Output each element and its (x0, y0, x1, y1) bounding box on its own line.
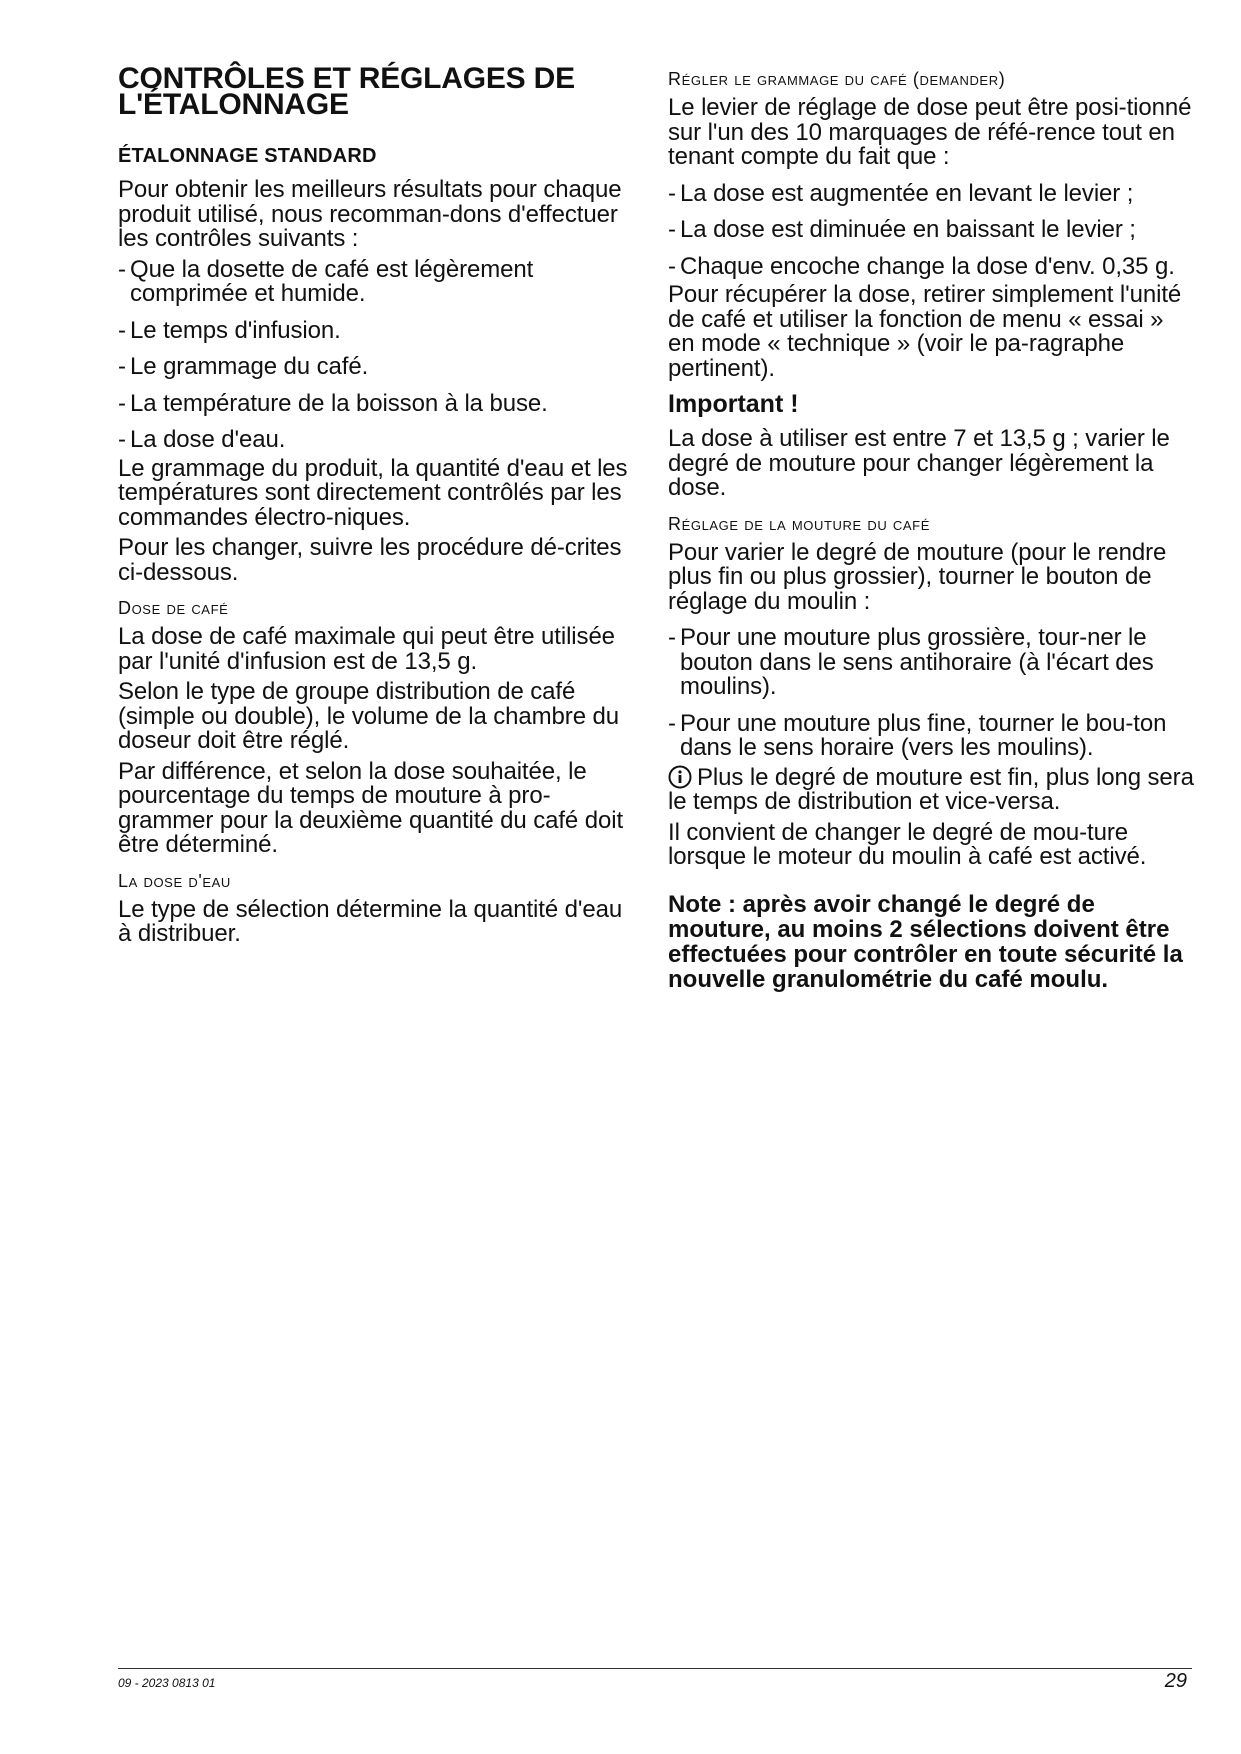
list-item: - Que la dosette de café est légèrement comprimée et humide. (118, 255, 534, 307)
paragraph: Le grammage du produit, la quantité d'eau et les températures sont directement contrôlés par les commandes électro-niques. (118, 454, 628, 531)
important-label: Important ! (668, 390, 799, 418)
list-item: - La dose est augmentée en levant le levier ; (668, 179, 1134, 207)
paragraph: Selon le type de groupe distribution de café (simple ou double), le volume de la chambre du doseur doit être réglé. (118, 678, 620, 754)
page-title: CONTRÔLES ET RÉGLAGES DE L'ÉTALONNAGE (118, 62, 575, 121)
paragraph: Pour varier le degré de mouture (pour le rendre plus fin ou plus grossier), tourner le bouton de réglage du moulin : (668, 538, 1167, 615)
heading-dose-de-cafe: Dose de café (118, 598, 229, 618)
info-icon (668, 765, 692, 789)
list-item: - Chaque encoche change la dose d'env. 0,35 g. (668, 252, 1175, 280)
right-column (668, 66, 1194, 992)
document-code: 09 - 2023 0813 01 (118, 1676, 216, 1690)
paragraph: Pour les changer, suivre les procédure dé-crites ci-dessous. (118, 534, 622, 586)
list-item: - Pour une mouture plus grossière, tour-ner le bouton dans le sens antihoraire (à l'écart des moulins). (668, 624, 1154, 700)
info-text: Plus le degré de mouture est fin, plus long sera le temps de distribution et vice-versa. (668, 763, 1194, 815)
paragraph-intro: Pour obtenir les meilleurs résultats pour chaque produit utilisé, nous recomman-dons d'effectuer les contrôles suivants : (118, 176, 622, 252)
paragraph: Le type de sélection détermine la quantité d'eau à distribuer. (118, 895, 623, 947)
list-item: - La dose est diminuée en baissant le levier ; (668, 216, 1136, 243)
note-bold: Note : après avoir changé le degré de mouture, au moins 2 sélections doivent être effectuées pour contrôler en toute sécurité la nouvelle granulométrie du café moulu. (668, 890, 1183, 993)
page-number: 29 (1164, 1670, 1187, 1692)
paragraph: Par différence, et selon la dose souhaitée, le pourcentage du temps de mouture à pro-grammer pour la deuxième quantité du café doit être déterminé. (118, 757, 624, 858)
info-note (668, 765, 1194, 815)
list-item: - Pour une mouture plus fine, tourner le bou-ton dans le sens horaire (vers les moulins). (668, 709, 1167, 761)
heading-reglage-mouture: Réglage de la mouture du café (668, 513, 930, 534)
heading-la-dose-d-eau: La dose d'eau (118, 870, 231, 891)
heading-etalonnage-standard: ÉTALONNAGE STANDARD (118, 145, 377, 167)
list-item: - Le temps d'infusion. (118, 316, 341, 344)
list-item: - La dose d'eau. (118, 426, 286, 453)
left-column (118, 62, 640, 953)
heading-regler-grammage: Régler le grammage du café (demander) (668, 69, 1006, 89)
list-item: - La température de la boisson à la buse. (118, 389, 548, 417)
paragraph: Pour récupérer la dose, retirer simplement l'unité de café et utiliser la fonction de menu « essai » en mode « technique » (voir le pa-ragraphe pertinent). (668, 281, 1182, 382)
paragraph: Il convient de changer le degré de mou-ture lorsque le moteur du moulin à café est activé. (668, 818, 1147, 870)
paragraph: La dose de café maximale qui peut être utilisée par l'unité d'infusion est de 13,5 g. (118, 623, 615, 675)
paragraph: Le levier de réglage de dose peut être posi-tionné sur l'un des 10 marquages de réfé-rence tout en tenant compte du fait que : (668, 94, 1192, 170)
footer-divider (118, 1668, 1192, 1669)
important-text: La dose à utiliser est entre 7 et 13,5 g ; varier le degré de mouture pour changer légèrement la dose. (668, 425, 1170, 501)
list-item: - Le grammage du café. (118, 353, 369, 380)
